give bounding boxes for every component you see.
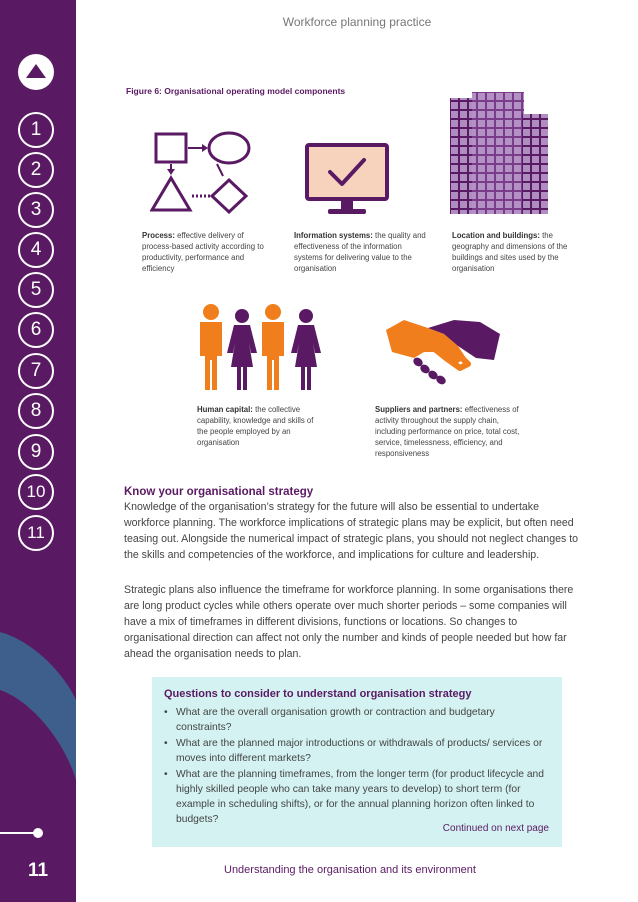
section-11-button[interactable]: 11 — [18, 515, 54, 551]
suppliers-partners-description: effectiveness of activity throughout the supply chain, including performance on price, total cost, service, timelessness, efficiency, and responsiveness — [375, 405, 520, 458]
process-caption — [142, 230, 274, 274]
footer-title: Understanding the organisation and its environment — [224, 864, 476, 876]
figure-caption: Figure 6: Organisational operating model components — [126, 86, 346, 96]
information-systems-caption — [294, 230, 426, 274]
information-systems-description: the quality and effectiveness of the information systems for delivering value to the organisation — [294, 231, 426, 273]
suppliers-partners-term: Suppliers and partners: — [375, 405, 465, 414]
questions-list — [164, 705, 544, 828]
home-button[interactable] — [18, 54, 54, 90]
questions-title: Questions to consider to understand organisation strategy — [164, 688, 472, 700]
process-term: Process: — [142, 231, 178, 240]
sidebar — [0, 0, 76, 902]
page-header-title: Workforce planning practice — [282, 15, 432, 29]
people-icon — [194, 302, 324, 392]
information-systems-term: Information systems: — [294, 231, 376, 240]
up-triangle-icon — [26, 64, 46, 78]
section-7-button[interactable]: 7 — [18, 353, 54, 389]
human-capital-description: the collective capability, knowledge and skills of the people employed by an organisation — [197, 405, 314, 447]
human-capital-term: Human capital: — [197, 405, 256, 414]
section-5-button[interactable]: 5 — [18, 272, 54, 308]
section-10-button[interactable]: 10 — [18, 474, 54, 510]
section-1-button[interactable]: 1 — [18, 112, 54, 148]
process-flow-icon — [150, 128, 256, 214]
section-3-button[interactable]: 3 — [18, 192, 54, 228]
location-buildings-caption — [452, 230, 580, 274]
page-number: 11 — [27, 860, 49, 881]
question-item: • What are the overall organisation growth or contraction and budgetary constraints? — [164, 705, 544, 735]
office-buildings-icon — [450, 92, 550, 216]
location-buildings-term: Location and buildings: — [452, 231, 543, 240]
body-paragraph-1: Knowledge of the organisation’s strategy for the future will also be essential to undertake workforce planning. The workforce implications of strategic plans may be explicit, but often need teasing out. Alongside the numerical impact of strategic plans, you should not neglect changes to the skills and competencies of the workforce, and implications for culture and leadership. — [124, 501, 579, 561]
section-2-button[interactable]: 2 — [18, 152, 54, 188]
question-item: • What are the planned major introductions or withdrawals of products/ services or moves into different markets? — [164, 736, 544, 766]
section-4-button[interactable]: 4 — [18, 232, 54, 268]
continued-link[interactable]: Continued on next page — [442, 823, 549, 834]
location-buildings-description: the geography and dimensions of the buildings and sites used by the organisation — [452, 231, 568, 273]
process-description: effective delivery of process-based activity according to productivity, performance and efficiency — [142, 231, 264, 273]
section-heading: Know your organisational strategy — [124, 486, 314, 498]
computer-monitor-icon — [304, 142, 390, 216]
question-item: • What are the planning timeframes, from the longer term (for product lifecycle and highly skilled people who can take many years to develop) to short term (for example in scheduling shifts), or for the annual planning horizon often linked to budgets? — [164, 767, 544, 827]
section-9-button[interactable]: 9 — [18, 434, 54, 470]
handshake-icon — [384, 316, 504, 386]
body-paragraph-2: Strategic plans also influence the timeframe for workforce planning. In some organisations there are long product cycles while others operate over much shorter periods – some companies will have a mix of timeframes in different divisions, functions or locations. So changes to organisational direction can affect not only the number and kinds of people needed but how far ahead the organisation needs to plan. — [124, 584, 574, 660]
section-8-button[interactable]: 8 — [18, 393, 54, 429]
questions-box — [152, 677, 562, 847]
human-capital-caption — [197, 404, 317, 448]
page-progress-handle[interactable] — [33, 828, 43, 838]
section-6-button[interactable]: 6 — [18, 312, 54, 348]
suppliers-partners-caption — [375, 404, 527, 459]
